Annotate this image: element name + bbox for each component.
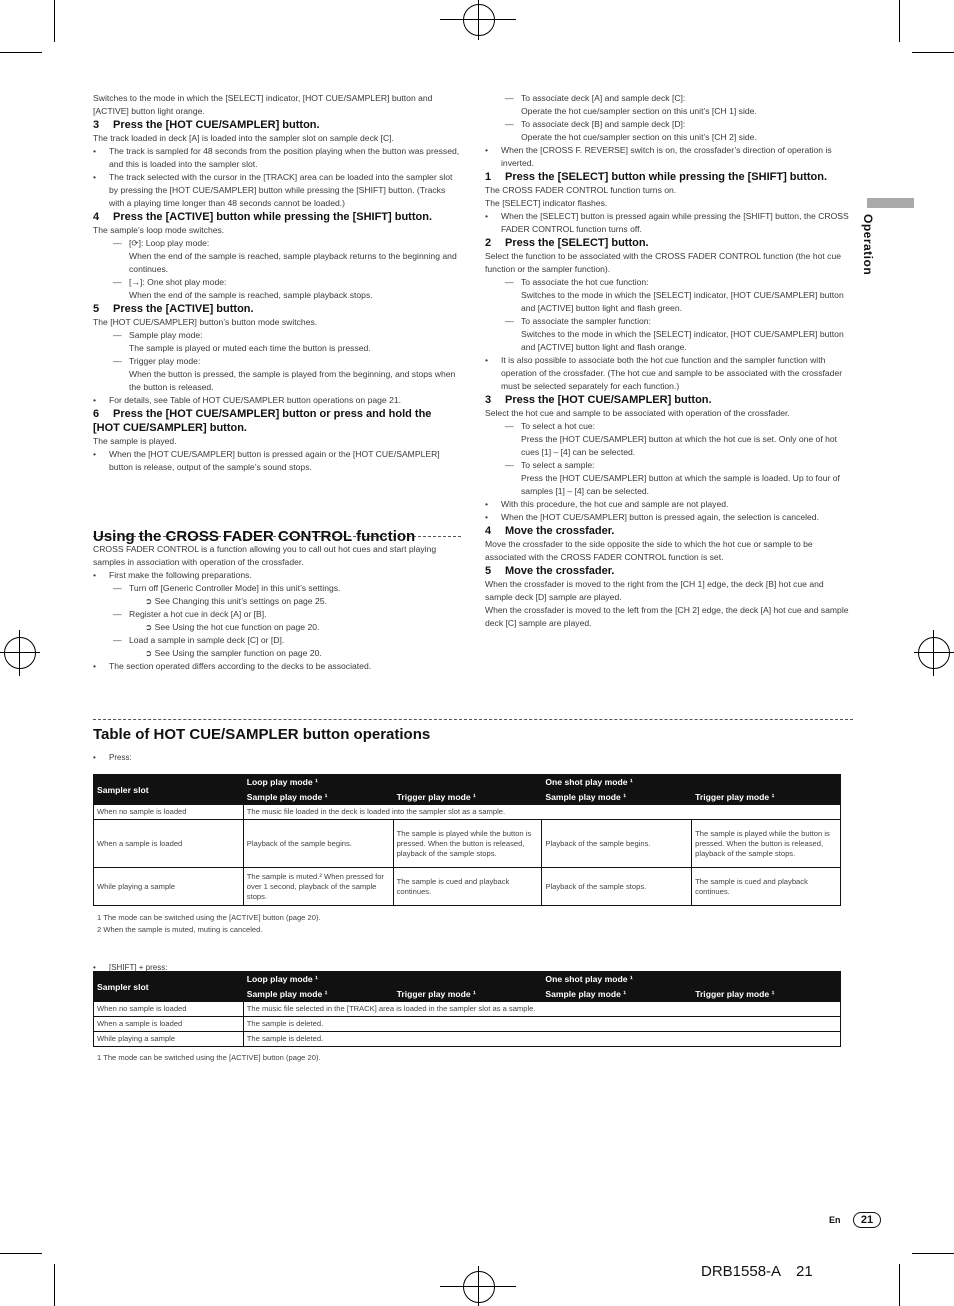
crop-mark <box>899 0 900 42</box>
shift-press-label: • [SHIFT] + press: <box>93 961 954 974</box>
press-operations-table <box>93 774 841 906</box>
dash-item: — Load a sample in sample deck [C] or [D]. <box>93 634 461 647</box>
dash-item-text: Operate the hot cue/sampler section on this unit’s [CH 2] side. <box>521 132 757 142</box>
header-trigger-play-mode: Trigger play mode ¹ <box>393 790 542 805</box>
bullet-item: • When the [CROSS F. REVERSE] switch is on, the crossfader’s direction of operation is inverted. <box>485 144 853 170</box>
registration-mark <box>4 637 36 669</box>
table-row <box>94 1002 841 1017</box>
dash-item-text: Switches to the mode in which the [SELECT] indicator, [HOT CUE/SAMPLER] button and [ACTIVE] button light and flash green. <box>521 290 844 313</box>
table-row <box>94 820 841 868</box>
table-cell: The sample is played while the button is pressed. When the button is released, playback of the sample stops. <box>692 820 841 868</box>
side-tab-bar <box>867 198 914 208</box>
crop-mark <box>912 1253 954 1254</box>
header-sample-play-mode: Sample play mode ¹ <box>243 987 393 1002</box>
table-row <box>94 868 841 906</box>
bullet-item: • When the [HOT CUE/SAMPLER] button is pressed again or the [HOT CUE/SAMPLER] button is release, output of the sample’s sound stops. <box>93 448 461 474</box>
crossfader-section <box>93 530 461 673</box>
dash-item-text: When the button is pressed, the sample is played from the beginning, and stops when the button is released. <box>129 369 456 392</box>
step-text: The track loaded in deck [A] is loaded into the sampler slot on sample deck [C]. <box>93 133 394 143</box>
dash-item: — [→]: One shot play mode: <box>93 276 461 289</box>
reference-link[interactable]: ➲ See Changing this unit’s settings on page 25. <box>145 596 327 606</box>
dash-item-text: Switches to the mode in which the [SELECT] indicator, [HOT CUE/SAMPLER] button and [ACTIVE] button light and flash orange. <box>521 329 844 352</box>
dash-item: — To associate the sampler function: <box>485 315 853 328</box>
section-title: Using the CROSS FADER CONTROL function <box>93 528 416 545</box>
dash-item-text: Press the [HOT CUE/SAMPLER] button at which the hot cue is set. Only one of hot cues [1] – [4] can be selected. <box>521 434 838 457</box>
crop-mark <box>478 0 479 40</box>
table-cell: The sample is played while the button is pressed. When the button is released, playback of the sample stops. <box>393 820 542 868</box>
crop-mark <box>899 1264 900 1306</box>
crop-mark <box>0 52 42 53</box>
dash-item: — To associate deck [A] and sample deck [C]: <box>485 92 853 105</box>
table-cell: While playing a sample <box>94 868 244 906</box>
dash-item: — Trigger play mode: <box>93 355 461 368</box>
dash-item-text: When the end of the sample is reached, sample playback stops. <box>129 290 373 300</box>
bullet-item: • When the [SELECT] button is pressed again while pressing the [SHIFT] button, the CROSS FADER CONTROL function turns off. <box>485 210 853 236</box>
step-text: The [HOT CUE/SAMPLER] button’s button mode switches. <box>93 317 318 327</box>
reference-link[interactable]: ➲ See Using the sampler function on page 20. <box>145 648 322 658</box>
dash-item: — Turn off [Generic Controller Mode] in this unit’s settings. <box>93 582 461 595</box>
header-sampler-slot: Sampler slot <box>94 972 244 1002</box>
press-label: • Press: <box>93 751 954 764</box>
dash-item: — To select a sample: <box>485 459 853 472</box>
side-tab-label: Operation <box>861 214 875 276</box>
page-number: 21 <box>796 1263 813 1280</box>
right-column <box>485 92 853 630</box>
step-text: The [SELECT] indicator flashes. <box>485 198 608 208</box>
table-row <box>94 1032 841 1047</box>
intro-text: Switches to the mode in which the [SELECT] indicator, [HOT CUE/SAMPLER] button and [ACTIVE] button light orange. <box>93 93 433 116</box>
step-heading: 2 Press the [SELECT] button. <box>485 237 649 249</box>
section-text: CROSS FADER CONTROL is a function allowing you to call out hot cues and start playing samples in association with operation of the crossfader. <box>93 544 437 567</box>
table-row <box>94 1017 841 1032</box>
table-footnote: 1 The mode can be switched using the [ACTIVE] button (page 20). <box>97 913 321 922</box>
bullet-item: • First make the following preparations. <box>93 569 461 582</box>
header-sampler-slot: Sampler slot <box>94 775 244 805</box>
step-text: The sample’s loop mode switches. <box>93 225 225 235</box>
dash-item-text: When the end of the sample is reached, sample playback returns to the beginning and continues. <box>129 251 457 274</box>
table-cell: The sample is cued and playback continues. <box>393 868 542 906</box>
document-code: DRB1558-A <box>701 1263 782 1280</box>
step-text: Move the crossfader to the side opposite the side to which the hot cue or sample to be associated with the CROSS FADER CONTROL function is set. <box>485 539 813 562</box>
bullet-item: • With this procedure, the hot cue and sample are not played. <box>485 498 853 511</box>
header-sample-play-mode: Sample play mode ¹ <box>542 790 692 805</box>
table-cell: When no sample is loaded <box>94 805 244 820</box>
table-cell: The music file loaded in the deck is loaded into the sampler slot as a sample. <box>243 805 840 820</box>
table-footnote: 1 The mode can be switched using the [ACTIVE] button (page 20). <box>97 1053 321 1062</box>
header-sample-play-mode: Sample play mode ¹ <box>243 790 393 805</box>
step-heading: 4 Move the crossfader. <box>485 525 615 537</box>
step-heading: 1 Press the [SELECT] button while pressing the [SHIFT] button. <box>485 171 828 183</box>
step-heading: 4 Press the [ACTIVE] button while pressing the [SHIFT] button. <box>93 211 432 223</box>
crop-mark <box>54 1264 55 1306</box>
step-text: When the crossfader is moved to the right from the [CH 1] edge, the deck [B] hot cue and sample deck [D] sample are played. <box>485 579 824 602</box>
language-label: En <box>829 1215 841 1225</box>
registration-mark <box>463 4 495 36</box>
table-cell: The music file selected in the [TRACK] area is loaded in the sampler slot as a sample. <box>243 1002 840 1017</box>
header-loop-play-mode: Loop play mode ¹ <box>243 972 542 987</box>
dash-item: — Sample play mode: <box>93 329 461 342</box>
table-cell: When a sample is loaded <box>94 1017 244 1032</box>
table-cell: While playing a sample <box>94 1032 244 1047</box>
table-cell: The sample is deleted. <box>243 1017 840 1032</box>
dash-item: — Register a hot cue in deck [A] or [B]. <box>93 608 461 621</box>
crop-mark <box>0 1253 42 1254</box>
registration-mark <box>463 1271 495 1303</box>
crop-mark <box>54 0 55 42</box>
dash-item: — To associate deck [B] and sample deck [D]: <box>485 118 853 131</box>
table-cell: When a sample is loaded <box>94 820 244 868</box>
table-cell: The sample is muted.² When pressed for over 1 second, playback of the sample stops. <box>243 868 393 906</box>
header-one-shot-play-mode: One shot play mode ¹ <box>542 775 841 790</box>
bullet-item: • The track is sampled for 48 seconds from the position playing when the button was pressed, and this is loaded into the sampler slot. <box>93 145 461 171</box>
bullet-item: • When the [HOT CUE/SAMPLER] button is pressed again, the selection is canceled. <box>485 511 853 524</box>
step-text: The CROSS FADER CONTROL function turns on. <box>485 185 677 195</box>
bullet-item: • For details, see Table of HOT CUE/SAMPLER button operations on page 21. <box>93 394 461 407</box>
crop-mark <box>933 630 934 676</box>
crop-mark <box>0 652 40 653</box>
step-text: The sample is played. <box>93 436 177 446</box>
table-section-title: Table of HOT CUE/SAMPLER button operations <box>93 726 431 743</box>
table-cell: Playback of the sample begins. <box>243 820 393 868</box>
dash-item: — To associate the hot cue function: <box>485 276 853 289</box>
step-heading: 6 Press the [HOT CUE/SAMPLER] button or press and hold the [HOT CUE/SAMPLER] button. <box>93 408 432 434</box>
dash-item: — To select a hot cue: <box>485 420 853 433</box>
table-cell: The sample is deleted. <box>243 1032 840 1047</box>
header-one-shot-play-mode: One shot play mode ¹ <box>542 972 841 987</box>
step-text: Select the function to be associated with the CROSS FADER CONTROL function (the hot cue function or the sampler function). <box>485 251 842 274</box>
table-cell: Playback of the sample begins. <box>542 820 692 868</box>
header-sample-play-mode: Sample play mode ¹ <box>542 987 692 1002</box>
table-cell: Playback of the sample stops. <box>542 868 692 906</box>
reference-link[interactable]: ➲ See Using the hot cue function on page 20. <box>145 622 320 632</box>
left-column <box>93 92 461 474</box>
crop-mark <box>440 1286 516 1287</box>
step-heading: 5 Move the crossfader. <box>485 565 615 577</box>
section-divider <box>93 719 853 720</box>
step-heading: 5 Press the [ACTIVE] button. <box>93 303 254 315</box>
crop-mark <box>440 19 516 20</box>
step-heading: 3 Press the [HOT CUE/SAMPLER] button. <box>93 119 320 131</box>
step-heading: 3 Press the [HOT CUE/SAMPLER] button. <box>485 394 712 406</box>
crop-mark <box>19 630 20 676</box>
dash-item-text: Press the [HOT CUE/SAMPLER] button at which the sample is loaded. Up to four of samples [1] – [4] can be selected. <box>521 473 840 496</box>
dash-item-text: The sample is played or muted each time the button is pressed. <box>129 343 371 353</box>
table-footnote: 2 When the sample is muted, muting is canceled. <box>97 925 263 934</box>
crop-mark <box>912 52 954 53</box>
page-number-badge: 21 <box>853 1212 881 1228</box>
bullet-item: • The section operated differs according to the decks to be associated. <box>93 660 461 673</box>
bullet-item: • The track selected with the cursor in the [TRACK] area can be loaded into the sampler slot by pressing the [HOT CUE/SAMPLER] button while pressing the [SHIFT] button. (Tracks with a playing time longer than 48 seconds cannot be loaded.) <box>93 171 461 210</box>
step-text: Select the hot cue and sample to be associated with operation of the crossfader. <box>485 408 790 418</box>
step-text: When the crossfader is moved to the left from the [CH 2] edge, the deck [A] hot cue and sample deck [C] sample are played. <box>485 605 849 628</box>
header-trigger-play-mode: Trigger play mode ¹ <box>692 790 841 805</box>
bullet-item: • It is also possible to associate both the hot cue function and the sampler function with operation of the crossfader. (The hot cue and sample to be associated with the crossfader must be selected separately for each function.) <box>485 354 853 393</box>
shift-press-operations-table <box>93 971 841 1047</box>
table-cell: When no sample is loaded <box>94 1002 244 1017</box>
header-trigger-play-mode: Trigger play mode ¹ <box>393 987 542 1002</box>
dash-item-text: Operate the hot cue/sampler section on this unit’s [CH 1] side. <box>521 106 757 116</box>
table-cell: The sample is cued and playback continues. <box>692 868 841 906</box>
table-row <box>94 805 841 820</box>
crop-mark <box>914 652 954 653</box>
registration-mark <box>918 637 950 669</box>
header-trigger-play-mode: Trigger play mode ¹ <box>692 987 841 1002</box>
dash-item: — [⟳]: Loop play mode: <box>93 237 461 250</box>
header-loop-play-mode: Loop play mode ¹ <box>243 775 542 790</box>
